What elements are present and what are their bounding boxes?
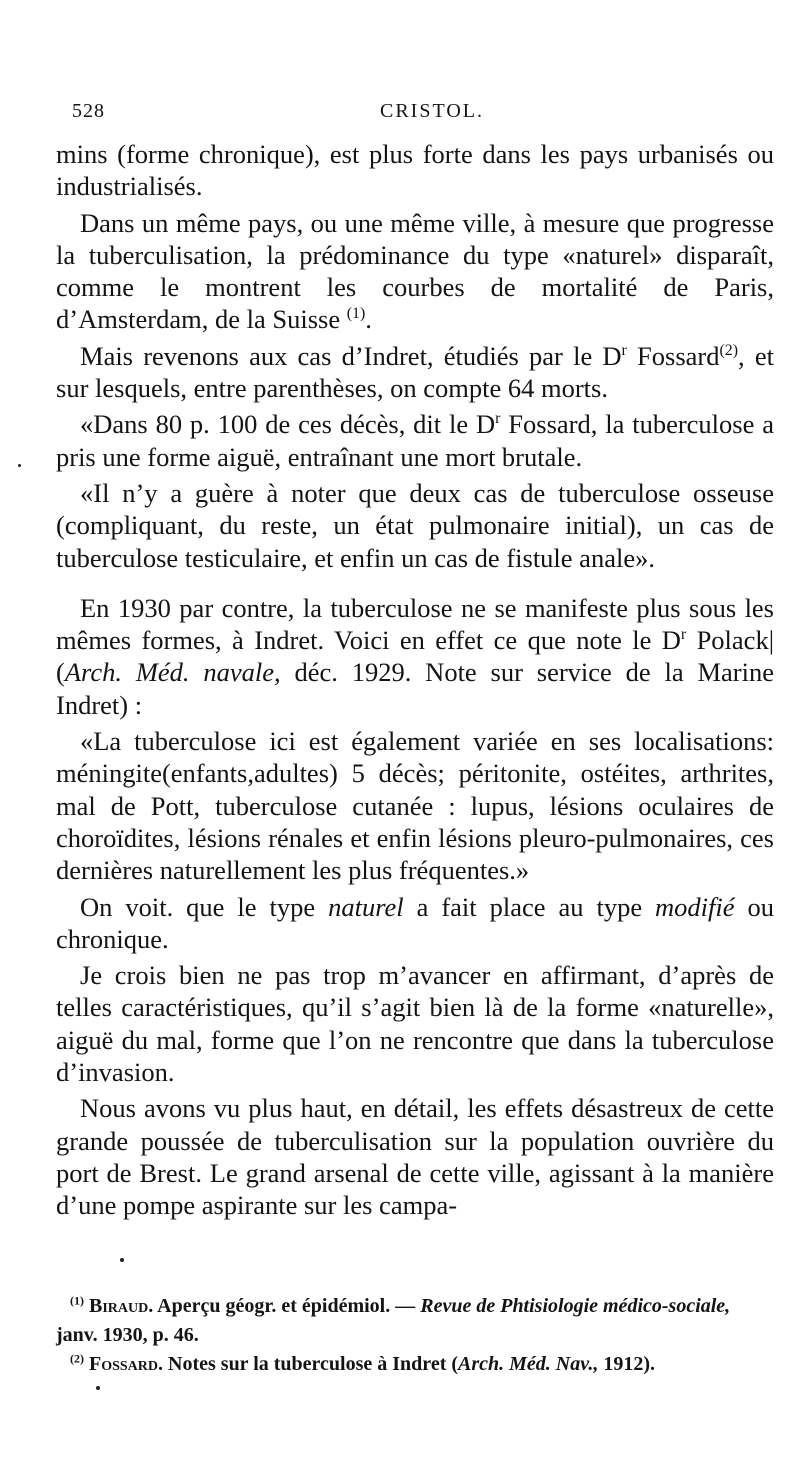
footnote-2-journal: Arch. Méd. Nav., <box>458 1353 599 1375</box>
footnote-1-text-b: janv. 1930, p. 46. <box>56 1324 199 1346</box>
footnote-1 <box>56 1292 774 1350</box>
paragraph-6-text-a: En 1930 par contre, la tuberculose ne se manifeste plus sous les mêmes formes, à Indret. Voici en effet ce que note le D <box>56 592 774 656</box>
paragraph-9 <box>56 959 774 1088</box>
footnote-2-mark: (2) <box>70 1351 84 1366</box>
emphasis-naturel: naturel <box>328 891 404 922</box>
paragraph-8-text-b: a fait place au type <box>403 891 656 922</box>
paragraph-4-text-a: «Dans 80 p. 100 de ces décès, dit le D <box>80 409 496 440</box>
paragraph-8-text-a: On voit. que le type <box>80 891 329 922</box>
paragraph-6 <box>56 592 774 721</box>
footnote-2-author: Fossard. <box>89 1353 164 1375</box>
paragraph-3-text-a: Mais revenons aux cas d’Indret, étudiés par le D <box>80 340 622 371</box>
paragraph-2-end: . <box>365 304 372 335</box>
footnote-2-text-b: 1912). <box>598 1353 656 1375</box>
body-text <box>56 138 774 1222</box>
page-header <box>72 100 672 134</box>
footnote-2-text-a: Notes sur la tuberculose à Indret ( <box>163 1353 459 1375</box>
scan-speck <box>96 1386 100 1390</box>
scan-speck <box>18 464 21 467</box>
running-head: CRISTOL. <box>380 100 484 122</box>
journal-title: Arch. Méd. navale, <box>64 657 281 688</box>
emphasis-modifie: modifié <box>655 891 735 922</box>
paragraph-6-text-b: Polack| ( <box>56 625 775 688</box>
page-number: 528 <box>72 100 105 122</box>
paragraph-1-text: mins (forme chronique), est plus forte dans les pays urbanisés ou industrialisés. <box>56 139 774 202</box>
paragraph-8 <box>56 891 774 956</box>
footnote-1-text-a: Aperçu géogr. et épidémiol. — <box>153 1295 421 1317</box>
paragraph-2-text: Dans un même pays, ou une même ville, à mesure que progresse la tuberculisation, la prédominance du type «naturel» disparaît, comme le montrent les courbes de mortalité de Paris, d’Amsterdam, de la Suisse <box>56 207 774 335</box>
paragraph-4-text-b: Fossard, la tuberculose a pris une forme aiguë, entraînant une mort brutale. <box>56 409 774 472</box>
paragraph-1 <box>56 138 774 203</box>
paragraph-8-text-c: ou chronique. <box>56 891 775 954</box>
footnote-1-mark: (1) <box>70 1293 84 1308</box>
footnote-ref-1: (1) <box>346 305 366 323</box>
footnotes <box>56 1292 774 1379</box>
paragraph-4 <box>56 408 774 473</box>
paragraph-10 <box>56 1092 774 1221</box>
paragraph-5 <box>56 477 774 574</box>
paragraph-6-text-c: déc. 1929. Note sur service de la Marine Indret) : <box>56 657 774 720</box>
scan-speck <box>120 1258 124 1262</box>
paragraph-9-text: Je crois bien ne pas trop m’avancer en affirmant, d’après de telles caractéristiques, qu’il s’agit bien là de la forme «naturelle», aiguë du mal, forme que l’on ne rencontre que dans la tuberculose d’invasion. <box>56 960 774 1088</box>
paragraph-2 <box>56 207 774 336</box>
paragraph-7-text: «La tuberculose ici est également variée en ses localisations: méningite(enfants,adultes) 5 décès; péritonite, ostéites, arthrites, mal de Pott, tuberculose cutanée : lupus, lésions oculaires de choroïdites, lésions rénales et enfin lésions pleuro-pulmonaires, ces dernières naturellement les plus fréquentes.» <box>56 726 774 886</box>
paragraph-3-text-b: Fossard <box>626 340 720 371</box>
doctor-abbrev-sup: r <box>680 626 687 644</box>
paragraph-5-text: «Il n’y a guère à noter que deux cas de tuberculose osseuse (compliquant, du reste, un état pulmonaire initial), un cas de tuberculose testiculaire, et enfin un cas de fistule anale». <box>56 477 774 573</box>
footnote-1-author: Biraud. <box>89 1295 154 1317</box>
paragraph-7 <box>56 725 774 886</box>
paragraph-10-text: Nous avons vu plus haut, en détail, les effets désastreux de cette grande poussée de tuberculisation sur la population ouvrière du port de Brest. Le grand arsenal de cette ville, agissant à la manière d’une pompe aspirante sur les campa- <box>56 1093 774 1221</box>
footnote-1-journal: Revue de Phtisiologie médico-sociale, <box>420 1295 731 1317</box>
footnote-2 <box>56 1350 774 1379</box>
doctor-abbrev-sup: r <box>621 341 627 359</box>
footnote-ref-2: (2) <box>719 341 739 359</box>
paragraph-3 <box>56 340 774 405</box>
doctor-abbrev-sup: r <box>495 410 501 428</box>
paragraph-3-text-c: , et sur lesquels, entre parenthèses, on compte 64 morts. <box>56 340 775 404</box>
